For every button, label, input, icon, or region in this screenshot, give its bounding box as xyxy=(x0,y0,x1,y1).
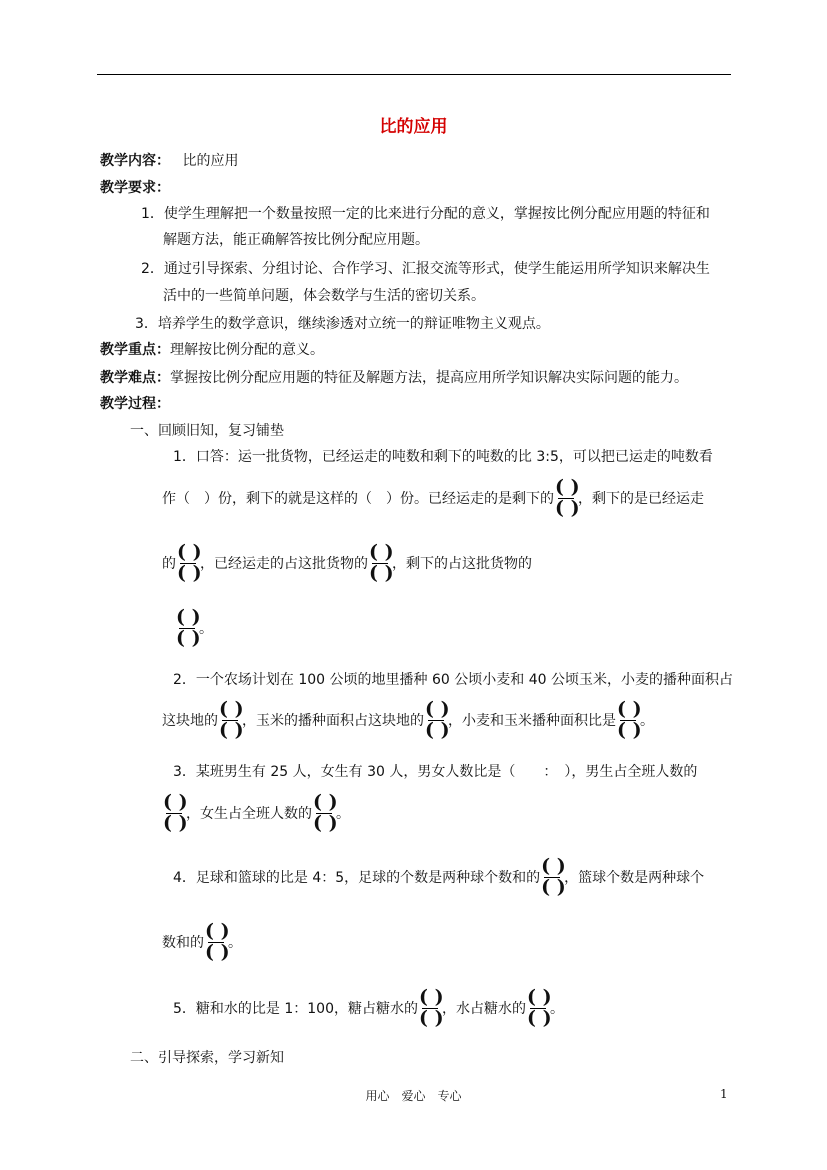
q1-line3-text-c: ，剩下的占这批货物的 xyxy=(392,556,532,572)
numerator-blank: ( ) xyxy=(177,541,202,563)
numerator-blank: ( ) xyxy=(163,791,188,813)
q2-line2-text-d: 。 xyxy=(640,713,654,729)
denominator-blank: ( ) xyxy=(163,812,188,834)
numerator-blank: ( ) xyxy=(219,698,244,720)
fraction-blank xyxy=(205,920,230,963)
denominator-blank: ( ) xyxy=(313,812,338,834)
q5-text-a: 5．糖和水的比是 1：100，糖占糖水的 xyxy=(173,1001,418,1017)
q1-line2-text-b: ，剩下的是已经运走 xyxy=(578,491,704,507)
denominator-blank: ( ) xyxy=(219,719,244,741)
denominator-blank: ( ) xyxy=(177,562,202,584)
fraction-blank xyxy=(176,606,201,649)
denominator-blank: ( ) xyxy=(541,876,566,898)
content-row xyxy=(100,150,238,170)
key-point-value: 理解按比例分配的意义。 xyxy=(170,342,324,358)
q1-line3 xyxy=(162,542,532,584)
numerator-blank: ( ) xyxy=(205,920,230,942)
denominator-blank: ( ) xyxy=(205,941,230,963)
denominator-blank: ( ) xyxy=(176,627,201,649)
difficulty-label: 教学难点： xyxy=(100,370,170,386)
requirement-2-line2: 活中的一些简单问题，体会数学与生活的密切关系。 xyxy=(163,288,485,304)
q5-text-c: 。 xyxy=(550,1001,564,1017)
q5-text-b: ，水占糖水的 xyxy=(442,1001,526,1017)
fraction-blank xyxy=(617,698,642,741)
process-label: 教学过程： xyxy=(100,396,170,412)
requirements-label: 教学要求： xyxy=(100,180,170,196)
q4-line2-text-b: 。 xyxy=(228,935,242,951)
requirement-3-line1: 3．培养学生的数学意识，继续渗透对立统一的辩证唯物主义观点。 xyxy=(135,316,550,332)
page-number: 1 xyxy=(720,1087,728,1101)
numerator-blank: ( ) xyxy=(527,986,552,1008)
q4-line1-text-a: 4．足球和篮球的比是 4：5，足球的个数是两种球个数和的 xyxy=(173,870,541,886)
numerator-blank: ( ) xyxy=(617,698,642,720)
q1-line2 xyxy=(162,477,704,519)
q1-line2-text-a: 作（ ）份，剩下的就是这样的（ ）份。已经运走的是剩下的 xyxy=(162,491,554,507)
q1-line3-text-a: 的 xyxy=(162,556,176,572)
numerator-blank: ( ) xyxy=(555,476,580,498)
q4-line1 xyxy=(173,856,704,898)
q1-line4-text: 。 xyxy=(199,621,213,637)
fraction-blank xyxy=(419,986,444,1029)
footer-text: 用心 爱心 专心 xyxy=(365,1089,462,1103)
denominator-blank: ( ) xyxy=(419,1007,444,1029)
fraction-blank xyxy=(369,541,394,584)
q4-line2-text-a: 数和的 xyxy=(162,935,204,951)
q3-line2 xyxy=(162,792,350,834)
q3-line2-text-b: 。 xyxy=(336,806,350,822)
q1-line3-text-b: ，已经运走的占这批货物的 xyxy=(200,556,368,572)
q2-line2-text-a: 这块地的 xyxy=(162,713,218,729)
key-point-row xyxy=(100,339,324,359)
denominator-blank: ( ) xyxy=(425,719,450,741)
q1-line1: 1．口答：运一批货物，已经运走的吨数和剩下的吨数的比 3:5，可以把已运走的吨数看 xyxy=(173,449,713,465)
q3-line2-text-a: ，女生占全班人数的 xyxy=(186,806,312,822)
difficulty-row xyxy=(100,367,688,387)
requirement-1-line2: 解题方法，能正确解答按比例分配应用题。 xyxy=(163,232,429,248)
fraction-blank xyxy=(219,698,244,741)
numerator-blank: ( ) xyxy=(176,606,201,628)
denominator-blank: ( ) xyxy=(527,1007,552,1029)
q2-line1: 2．一个农场计划在 100 公顷的地里播种 60 公顷小麦和 40 公顷玉米，小麦的播种面积占 xyxy=(173,672,733,688)
q2-line2 xyxy=(162,699,654,741)
content-value: 比的应用 xyxy=(182,153,239,169)
q2-line2-text-c: ，小麦和玉米播种面积比是 xyxy=(448,713,616,729)
q3-line1: 3．某班男生有 25 人，女生有 30 人，男女人数比是（ ： ），男生占全班人数的 xyxy=(173,764,698,780)
fraction-blank xyxy=(541,855,566,898)
q1-line4 xyxy=(175,607,213,649)
fraction-blank xyxy=(313,791,338,834)
q4-line2 xyxy=(162,921,242,963)
numerator-blank: ( ) xyxy=(313,791,338,813)
key-point-label: 教学重点： xyxy=(100,342,170,358)
fraction-blank xyxy=(177,541,202,584)
numerator-blank: ( ) xyxy=(541,855,566,877)
numerator-blank: ( ) xyxy=(425,698,450,720)
q4-line1-text-b: ，篮球个数是两种球个 xyxy=(564,870,705,886)
q2-line2-text-b: ，玉米的播种面积占这块地的 xyxy=(242,713,424,729)
denominator-blank: ( ) xyxy=(617,719,642,741)
numerator-blank: ( ) xyxy=(419,986,444,1008)
header-rule xyxy=(97,74,731,75)
page-title: 比的应用 xyxy=(379,117,448,137)
fraction-blank xyxy=(555,476,580,519)
denominator-blank: ( ) xyxy=(369,562,394,584)
requirement-1-line1: 1．使学生理解把一个数量按照一定的比来进行分配的意义，掌握按比例分配应用题的特征和 xyxy=(141,206,710,222)
fraction-blank xyxy=(163,791,188,834)
section-2-heading: 二、引导探索，学习新知 xyxy=(130,1050,284,1066)
fraction-blank xyxy=(425,698,450,741)
content-label: 教学内容： xyxy=(100,153,170,169)
requirement-2-line1: 2．通过引导探索、分组讨论、合作学习、汇报交流等形式，使学生能运用所学知识来解决生 xyxy=(141,261,710,277)
numerator-blank: ( ) xyxy=(369,541,394,563)
denominator-blank: ( ) xyxy=(555,497,580,519)
difficulty-value: 掌握按比例分配应用题的特征及解题方法，提高应用所学知识解决实际问题的能力。 xyxy=(170,370,688,386)
q5-line xyxy=(173,987,564,1029)
fraction-blank xyxy=(527,986,552,1029)
section-1-heading: 一、回顾旧知，复习铺垫 xyxy=(130,423,284,439)
